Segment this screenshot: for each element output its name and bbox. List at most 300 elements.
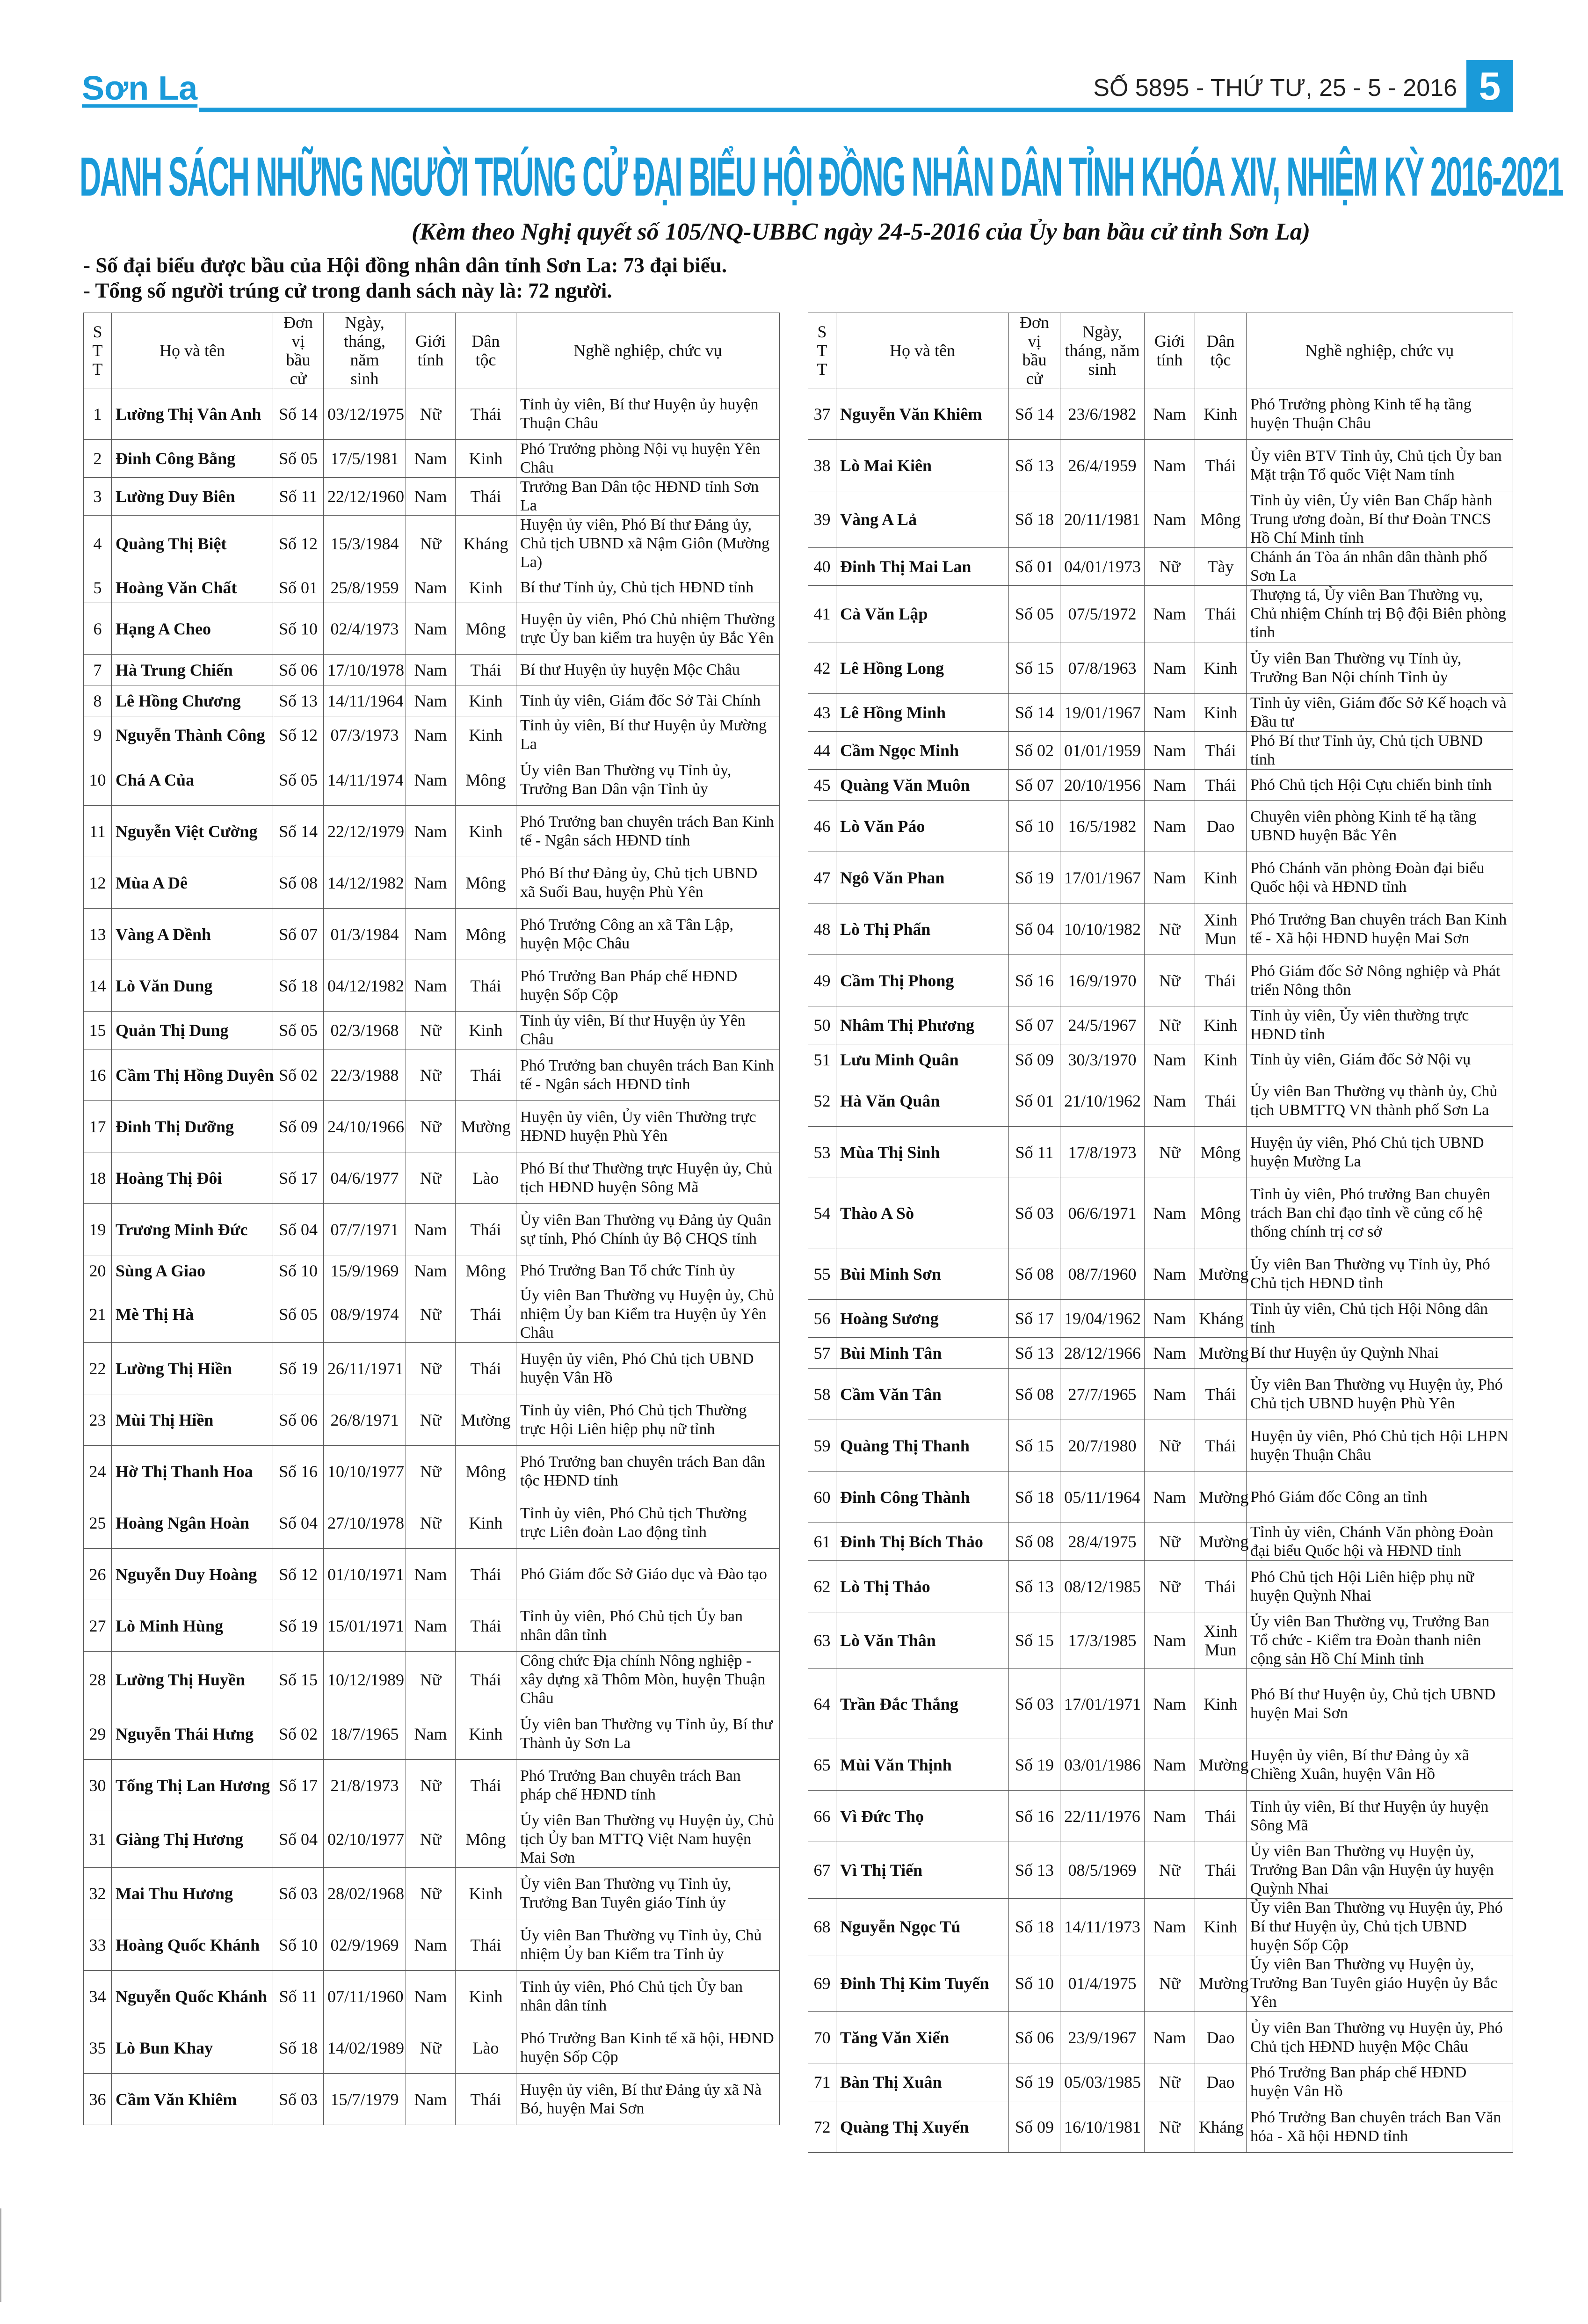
cell-unit: Số 04 (273, 1497, 324, 1549)
cell-ethnic: Kháng (1195, 2101, 1247, 2153)
cell-gender: Nam (406, 2074, 456, 2125)
cell-gender: Nam (1145, 642, 1195, 694)
cell-unit: Số 08 (1009, 1248, 1060, 1300)
cell-job: Tỉnh ủy viên, Bí thư Huyện ủy huyện Thuận Châu (516, 388, 780, 440)
table-row (84, 716, 780, 754)
cell-gender: Nữ (406, 1049, 456, 1101)
cell-ethnic: Kinh (1195, 1044, 1247, 1075)
cell-unit: Số 18 (273, 960, 324, 1012)
cell-gender: Nam (1145, 1669, 1195, 1739)
page-title: DANH SÁCH NHỮNG NGƯỜI TRÚNG CỬ ĐẠI BIỂU HỘI ĐỒNG NHÂN DÂN TỈNH KHÓA XIV, NHIỆM KỲ 2016-2021 (80, 146, 1563, 208)
cell-unit: Số 13 (1009, 1842, 1060, 1899)
cell-ethnic: Thái (456, 388, 516, 440)
table-row (84, 572, 780, 603)
table-row (808, 1127, 1513, 1178)
col-header-gender (406, 313, 456, 388)
cell-ethnic: Kinh (456, 1971, 516, 2022)
cell-gender: Nam (1145, 1899, 1195, 1955)
cell-unit: Số 19 (273, 1343, 324, 1394)
cell-unit: Số 01 (1009, 548, 1060, 586)
cell-dob: 04/01/1973 (1060, 548, 1145, 586)
cell-unit: Số 06 (1009, 2012, 1060, 2063)
cell-job: Tỉnh ủy viên, Bí thư Huyện ủy Yên Châu (516, 1012, 780, 1049)
cell-stt: 34 (84, 1971, 112, 2022)
cell-stt: 49 (808, 955, 836, 1006)
cell-stt: 59 (808, 1420, 836, 1472)
table-row (808, 1523, 1513, 1561)
col-header-unit-line: bầu cử (1022, 350, 1047, 388)
cell-unit: Số 05 (273, 754, 324, 806)
cell-dob: 01/10/1971 (324, 1549, 406, 1600)
cell-job: Huyện ủy viên, Bí thư Đảng ủy xã Chiềng Xuân, huyện Vân Hồ (1247, 1739, 1513, 1791)
table-row (84, 603, 780, 655)
section-name[interactable]: Sơn La (82, 70, 198, 107)
col-header-unit (273, 313, 324, 388)
cell-name: Vì Đức Thọ (836, 1791, 1009, 1842)
cell-stt: 23 (84, 1394, 112, 1446)
cell-unit: Số 14 (1009, 388, 1060, 440)
cell-name: Mè Thị Hà (112, 1286, 273, 1343)
table-row (84, 960, 780, 1012)
cell-gender: Nam (406, 1549, 456, 1600)
cell-dob: 02/3/1968 (324, 1012, 406, 1049)
table-row (808, 903, 1513, 955)
cell-name: Cà Văn Lập (836, 586, 1009, 642)
cell-unit: Số 01 (273, 572, 324, 603)
cell-job: Tỉnh ủy viên, Phó Chủ tịch Ủy ban nhân dân tỉnh (516, 1971, 780, 2022)
cell-name: Lê Hồng Long (836, 642, 1009, 694)
cell-name: Lường Thị Huyền (112, 1652, 273, 1708)
cell-unit: Số 05 (273, 1286, 324, 1343)
cell-dob: 16/10/1981 (1060, 2101, 1145, 2153)
col-header-stt-line: T (817, 341, 827, 360)
table-row (84, 1394, 780, 1446)
cell-dob: 17/10/1978 (324, 655, 406, 685)
cell-gender: Nam (406, 909, 456, 960)
cell-name: Mùi Thị Hiền (112, 1394, 273, 1446)
cell-stt: 37 (808, 388, 836, 440)
cell-stt: 42 (808, 642, 836, 694)
cell-name: Lò Bun Khay (112, 2022, 273, 2074)
cell-stt: 25 (84, 1497, 112, 1549)
table-header-row (84, 313, 780, 388)
cell-dob: 22/11/1976 (1060, 1791, 1145, 1842)
cell-name: Lường Thị Vân Anh (112, 388, 273, 440)
cell-name: Đinh Thị Dưỡng (112, 1101, 273, 1152)
cell-unit: Số 07 (1009, 770, 1060, 801)
cell-dob: 08/5/1969 (1060, 1842, 1145, 1899)
cell-name: Mùi Văn Thịnh (836, 1739, 1009, 1791)
table-row (84, 516, 780, 572)
cell-dob: 22/12/1979 (324, 806, 406, 857)
cell-job: Phó Trưởng Ban Kinh tế xã hội, HĐND huyện Sốp Cộp (516, 2022, 780, 2074)
cell-stt: 31 (84, 1811, 112, 1868)
cell-ethnic: Thái (456, 655, 516, 685)
cell-ethnic: Thái (1195, 1791, 1247, 1842)
cell-name: Hà Trung Chiến (112, 655, 273, 685)
table-row (84, 754, 780, 806)
cell-ethnic: Thái (1195, 1561, 1247, 1612)
cell-gender: Nam (1145, 1300, 1195, 1338)
cell-gender: Nam (1145, 1178, 1195, 1248)
cell-gender: Nam (406, 1971, 456, 2022)
cell-ethnic: Thái (1195, 1842, 1247, 1899)
cell-stt: 55 (808, 1248, 836, 1300)
page-subtitle: (Kèm theo Nghị quyết số 105/NQ-UBBC ngày 24-5-2016 của Ủy ban bầu cử tỉnh Sơn La) (412, 219, 1311, 245)
cell-job: Phó Trưởng ban chuyên trách Ban dân tộc HĐND tỉnh (516, 1446, 780, 1497)
cell-stt: 41 (808, 586, 836, 642)
table-row (84, 1971, 780, 2022)
summary-line-elected: - Tổng số người trúng cử trong danh sách này là: 72 người. (83, 279, 612, 302)
table-row (84, 685, 780, 716)
cell-stt: 13 (84, 909, 112, 960)
roster-table-left (83, 313, 780, 2125)
cell-ethnic: Thái (456, 1760, 516, 1811)
cell-job: Phó Chủ tịch Hội Cựu chiến binh tỉnh (1247, 770, 1513, 801)
col-header-gender-line: tính (417, 350, 444, 369)
cell-dob: 22/3/1988 (324, 1049, 406, 1101)
cell-job: Huyện ủy viên, Phó Chủ tịch UBND huyện Mường La (1247, 1127, 1513, 1178)
cell-stt: 16 (84, 1049, 112, 1101)
cell-gender: Nữ (406, 1394, 456, 1446)
cell-dob: 05/03/1985 (1060, 2063, 1145, 2101)
cell-stt: 27 (84, 1600, 112, 1652)
table-row (808, 1561, 1513, 1612)
cell-gender: Nam (406, 1600, 456, 1652)
cell-name: Hoàng Sương (836, 1300, 1009, 1338)
summary-line-delegates: - Số đại biểu được bầu của Hội đồng nhân dân tỉnh Sơn La: 73 đại biểu. (83, 254, 727, 277)
cell-dob: 28/12/1966 (1060, 1338, 1145, 1369)
cell-unit: Số 03 (273, 1868, 324, 1919)
cell-unit: Số 12 (273, 1549, 324, 1600)
cell-unit: Số 08 (273, 857, 324, 909)
col-header-ethnic-line: tộc (1210, 350, 1231, 369)
cell-job: Huyện ủy viên, Phó Chủ tịch UBND huyện Vân Hồ (516, 1343, 780, 1394)
cell-job: Phó Trưởng Ban pháp chế HĐND huyện Vân Hồ (1247, 2063, 1513, 2101)
cell-ethnic: Thái (456, 1919, 516, 1971)
cell-gender: Nữ (406, 388, 456, 440)
cell-ethnic: Thái (1195, 440, 1247, 491)
cell-unit: Số 13 (1009, 440, 1060, 491)
cell-dob: 23/9/1967 (1060, 2012, 1145, 2063)
cell-dob: 02/10/1977 (324, 1811, 406, 1868)
cell-unit: Số 05 (273, 440, 324, 478)
cell-name: Lò Văn Thân (836, 1612, 1009, 1669)
cell-dob: 17/5/1981 (324, 440, 406, 478)
cell-job: Ủy viên Ban Thường vụ Huyện ủy, Trưởng Ban Dân vận Huyện ủy huyện Quỳnh Nhai (1247, 1842, 1513, 1899)
cell-stt: 5 (84, 572, 112, 603)
cell-ethnic: Kinh (456, 1012, 516, 1049)
cell-unit: Số 02 (273, 1049, 324, 1101)
table-row (808, 852, 1513, 903)
cell-ethnic: Mường (1195, 1739, 1247, 1791)
cell-unit: Số 05 (273, 1012, 324, 1049)
cell-stt: 72 (808, 2101, 836, 2153)
cell-stt: 67 (808, 1842, 836, 1899)
cell-dob: 18/7/1965 (324, 1708, 406, 1760)
table-row (84, 1652, 780, 1708)
cell-stt: 32 (84, 1868, 112, 1919)
cell-dob: 10/10/1977 (324, 1446, 406, 1497)
cell-job: Ủy viên Ban Thường vụ Huyện ủy, Phó Chủ tịch HĐND huyện Mộc Châu (1247, 2012, 1513, 2063)
cell-gender: Nam (1145, 440, 1195, 491)
cell-gender: Nữ (1145, 1127, 1195, 1178)
col-header-dob (324, 313, 406, 388)
cell-stt: 45 (808, 770, 836, 801)
cell-dob: 24/5/1967 (1060, 1006, 1145, 1044)
cell-stt: 11 (84, 806, 112, 857)
cell-dob: 07/5/1972 (1060, 586, 1145, 642)
cell-gender: Nam (1145, 1739, 1195, 1791)
cell-job: Ủy viên Ban Thường vụ Tỉnh ủy, Trưởng Ban Tuyên giáo Tỉnh ủy (516, 1868, 780, 1919)
cell-ethnic: Xinh Mun (1195, 903, 1247, 955)
cell-dob: 07/8/1963 (1060, 642, 1145, 694)
cell-job: Phó Trưởng Ban chuyên trách Ban Văn hóa - Xã hội HĐND tỉnh (1247, 2101, 1513, 2153)
cell-gender: Nữ (1145, 903, 1195, 955)
cell-unit: Số 18 (1009, 491, 1060, 548)
cell-ethnic: Thái (1195, 1420, 1247, 1472)
cell-name: Nguyễn Duy Hoàng (112, 1549, 273, 1600)
cell-stt: 65 (808, 1739, 836, 1791)
cell-gender: Nữ (1145, 1523, 1195, 1561)
table-row (808, 955, 1513, 1006)
cell-name: Đinh Thị Bích Thảo (836, 1523, 1009, 1561)
cell-dob: 08/12/1985 (1060, 1561, 1145, 1612)
cell-job: Ủy viên Ban Thường vụ Huyện ủy, Chủ nhiệm Ủy ban Kiểm tra Huyện ủy Yên Châu (516, 1286, 780, 1343)
cell-unit: Số 18 (1009, 1472, 1060, 1523)
cell-job: Ủy viên Ban Thường vụ Đảng ủy Quân sự tỉnh, Phó Chính ủy Bộ CHQS tỉnh (516, 1204, 780, 1255)
cell-ethnic: Kinh (456, 440, 516, 478)
cell-stt: 10 (84, 754, 112, 806)
cell-gender: Nam (1145, 1791, 1195, 1842)
cell-name: Chá A Của (112, 754, 273, 806)
cell-ethnic: Thái (456, 1652, 516, 1708)
cell-dob: 20/11/1981 (1060, 491, 1145, 548)
cell-stt: 1 (84, 388, 112, 440)
table-row (84, 2074, 780, 2125)
cell-dob: 10/10/1982 (1060, 903, 1145, 955)
cell-stt: 40 (808, 548, 836, 586)
cell-ethnic: Mường (1195, 1523, 1247, 1561)
cell-unit: Số 07 (273, 909, 324, 960)
cell-stt: 44 (808, 732, 836, 770)
cell-ethnic: Dao (1195, 801, 1247, 852)
cell-name: Mai Thu Hương (112, 1868, 273, 1919)
cell-job: Bí thư Huyện ủy huyện Mộc Châu (516, 655, 780, 685)
table-row (808, 1044, 1513, 1075)
cell-gender: Nam (1145, 732, 1195, 770)
cell-job: Tỉnh ủy viên, Chủ tịch Hội Nông dân tỉnh (1247, 1300, 1513, 1338)
cell-ethnic: Kinh (1195, 388, 1247, 440)
cell-job: Phó Giám đốc Công an tỉnh (1247, 1472, 1513, 1523)
cell-dob: 03/12/1975 (324, 388, 406, 440)
cell-unit: Số 04 (1009, 903, 1060, 955)
summary (83, 253, 727, 303)
cell-gender: Nữ (406, 1343, 456, 1394)
cell-ethnic: Mông (456, 857, 516, 909)
cell-dob: 06/6/1971 (1060, 1178, 1145, 1248)
cell-job: Ủy viên Ban Thường vụ Huyện ủy, Phó Bí thư Huyện ủy, Chủ tịch UBND huyện Sốp Cộp (1247, 1899, 1513, 1955)
cell-gender: Nam (1145, 2012, 1195, 2063)
cell-ethnic: Thái (1195, 770, 1247, 801)
cell-dob: 26/8/1971 (324, 1394, 406, 1446)
cell-dob: 19/04/1962 (1060, 1300, 1145, 1338)
cell-stt: 50 (808, 1006, 836, 1044)
cell-dob: 07/11/1960 (324, 1971, 406, 2022)
cell-dob: 14/02/1989 (324, 2022, 406, 2074)
table-row (84, 806, 780, 857)
cell-gender: Nam (406, 1204, 456, 1255)
cell-ethnic: Mường (1195, 1248, 1247, 1300)
col-header-ethnic-line: Dân (471, 332, 500, 350)
table-row (808, 548, 1513, 586)
cell-name: Hạng A Cheo (112, 603, 273, 655)
cell-name: Tăng Văn Xiển (836, 2012, 1009, 2063)
cell-job: Ủy viên Ban Thường vụ Tỉnh ủy, Chủ nhiệm Ủy ban Kiểm tra Tỉnh ủy (516, 1919, 780, 1971)
cell-ethnic: Mường (456, 1101, 516, 1152)
cell-unit: Số 16 (273, 1446, 324, 1497)
cell-name: Lê Hồng Chương (112, 685, 273, 716)
cell-gender: Nữ (406, 1012, 456, 1049)
col-header-stt (84, 313, 112, 388)
cell-dob: 26/4/1959 (1060, 440, 1145, 491)
cell-ethnic: Thái (1195, 732, 1247, 770)
cell-stt: 29 (84, 1708, 112, 1760)
cell-dob: 17/8/1973 (1060, 1127, 1145, 1178)
col-header-job: Nghề nghiệp, chức vụ (1247, 313, 1513, 388)
table-row (84, 1600, 780, 1652)
table-row (84, 1204, 780, 1255)
cell-unit: Số 04 (273, 1204, 324, 1255)
cell-name: Vì Thị Tiến (836, 1842, 1009, 1899)
cell-ethnic: Thái (456, 1600, 516, 1652)
cell-name: Lường Duy Biên (112, 478, 273, 516)
table-row (84, 1012, 780, 1049)
cell-gender: Nam (406, 685, 456, 716)
cell-unit: Số 18 (1009, 1899, 1060, 1955)
cell-job: Huyện ủy viên, Phó Chủ nhiệm Thường trực Ủy ban kiểm tra huyện ủy Bắc Yên (516, 603, 780, 655)
cell-stt: 52 (808, 1075, 836, 1127)
col-header-gender (1145, 313, 1195, 388)
cell-gender: Nam (406, 806, 456, 857)
cell-dob: 16/9/1970 (1060, 955, 1145, 1006)
cell-gender: Nam (1145, 1369, 1195, 1420)
col-header-unit-line: bầu cử (286, 350, 311, 388)
cell-ethnic: Kinh (456, 1708, 516, 1760)
cell-gender: Nữ (1145, 2063, 1195, 2101)
cell-stt: 48 (808, 903, 836, 955)
cell-job: Phó Trưởng ban chuyên trách Ban Kinh tế - Ngân sách HĐND tỉnh (516, 1049, 780, 1101)
cell-job: Ủy viên ban Thường vụ Tỉnh ủy, Bí thư Thành ủy Sơn La (516, 1708, 780, 1760)
cell-name: Ngô Văn Phan (836, 852, 1009, 903)
table-row (808, 388, 1513, 440)
cell-unit: Số 11 (1009, 1127, 1060, 1178)
cell-dob: 30/3/1970 (1060, 1044, 1145, 1075)
cell-gender: Nam (406, 754, 456, 806)
cell-unit: Số 08 (1009, 1369, 1060, 1420)
table-row (808, 2012, 1513, 2063)
cell-name: Lê Hồng Minh (836, 694, 1009, 732)
table-row (84, 1497, 780, 1549)
cell-ethnic: Kháng (456, 516, 516, 572)
cell-ethnic: Thái (456, 1549, 516, 1600)
cell-dob: 04/12/1982 (324, 960, 406, 1012)
col-header-stt-line: T (92, 360, 103, 379)
cell-unit: Số 10 (273, 603, 324, 655)
col-header-gender-line: Giới (1154, 332, 1185, 350)
table-row (808, 1842, 1513, 1899)
cell-gender: Nam (1145, 694, 1195, 732)
cell-ethnic: Xinh Mun (1195, 1612, 1247, 1669)
cell-stt: 30 (84, 1760, 112, 1811)
table-row (808, 1338, 1513, 1369)
issue-info: SỐ 5895 - THỨ TƯ, 25 - 5 - 2016 (1093, 74, 1457, 102)
cell-job: Tỉnh ủy viên, Bí thư Huyện ủy Mường La (516, 716, 780, 754)
page-edge (0, 2208, 1, 2302)
cell-stt: 24 (84, 1446, 112, 1497)
cell-name: Cầm Thị Phong (836, 955, 1009, 1006)
cell-gender: Nam (406, 478, 456, 516)
table-row (808, 1075, 1513, 1127)
cell-stt: 38 (808, 440, 836, 491)
cell-stt: 6 (84, 603, 112, 655)
cell-job: Ủy viên Ban Thường vụ thành ủy, Chủ tịch UBMTTQ VN thành phố Sơn La (1247, 1075, 1513, 1127)
cell-gender: Nữ (1145, 548, 1195, 586)
col-header-name: Họ và tên (112, 313, 273, 388)
cell-job: Huyện ủy viên, Bí thư Đảng ủy xã Nà Bó, huyện Mai Sơn (516, 2074, 780, 2125)
cell-unit: Số 16 (1009, 955, 1060, 1006)
cell-stt: 69 (808, 1955, 836, 2012)
cell-gender: Nữ (406, 1652, 456, 1708)
cell-name: Lò Văn Páo (836, 801, 1009, 852)
cell-name: Giàng Thị Hương (112, 1811, 273, 1868)
cell-gender: Nam (406, 655, 456, 685)
cell-gender: Nam (1145, 388, 1195, 440)
cell-ethnic: Mường (1195, 1955, 1247, 2012)
cell-gender: Nữ (406, 1101, 456, 1152)
cell-unit: Số 17 (1009, 1300, 1060, 1338)
cell-ethnic: Kinh (1195, 694, 1247, 732)
cell-job: Công chức Địa chính Nông nghiệp - xây dựng xã Thôm Mòn, huyện Thuận Châu (516, 1652, 780, 1708)
cell-dob: 08/9/1974 (324, 1286, 406, 1343)
cell-job: Ủy viên Ban Thường vụ Huyện ủy, Chủ tịch Ủy ban MTTQ Việt Nam huyện Mai Sơn (516, 1811, 780, 1868)
cell-stt: 39 (808, 491, 836, 548)
table-row (84, 1343, 780, 1394)
table-row (84, 1811, 780, 1868)
table-row (84, 1049, 780, 1101)
table-row (808, 1369, 1513, 1420)
cell-dob: 17/01/1971 (1060, 1669, 1145, 1739)
cell-job: Tỉnh ủy viên, Chánh Văn phòng Đoàn đại biểu Quốc hội và HĐND tỉnh (1247, 1523, 1513, 1561)
cell-name: Cầm Văn Khiêm (112, 2074, 273, 2125)
table-row (808, 1612, 1513, 1669)
cell-stt: 9 (84, 716, 112, 754)
cell-dob: 01/3/1984 (324, 909, 406, 960)
cell-ethnic: Kinh (456, 806, 516, 857)
cell-name: Nguyễn Việt Cường (112, 806, 273, 857)
cell-gender: Nữ (406, 1868, 456, 1919)
cell-job: Phó Trưởng Ban chuyên trách Ban pháp chế HĐND tỉnh (516, 1760, 780, 1811)
cell-job: Phó Trưởng Ban Pháp chế HĐND huyện Sốp Cộp (516, 960, 780, 1012)
table-row (84, 909, 780, 960)
cell-gender: Nữ (406, 1497, 456, 1549)
cell-gender: Nữ (1145, 1420, 1195, 1472)
cell-dob: 02/4/1973 (324, 603, 406, 655)
cell-unit: Số 15 (1009, 1420, 1060, 1472)
cell-name: Quàng Thị Xuyến (836, 2101, 1009, 2153)
cell-unit: Số 15 (1009, 1612, 1060, 1669)
cell-unit: Số 02 (1009, 732, 1060, 770)
